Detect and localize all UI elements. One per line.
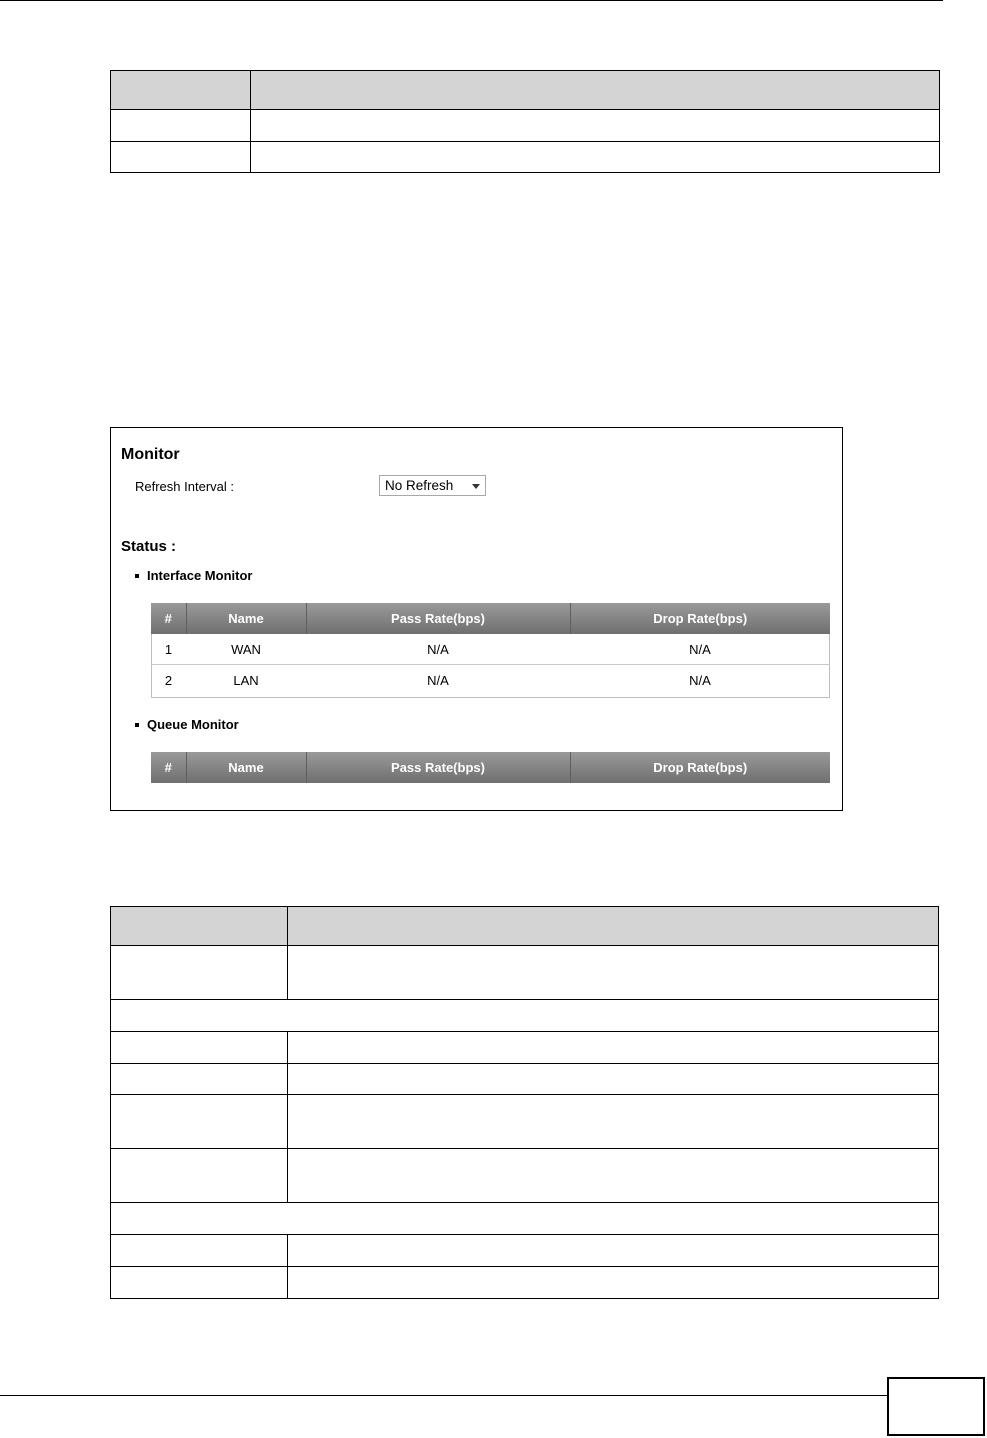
bottom-table-cell bbox=[288, 1032, 939, 1064]
bottom-table-cell bbox=[288, 946, 939, 1000]
top-table-header-cell bbox=[251, 71, 940, 110]
column-header-drop-rate[interactable]: Drop Rate(bps) bbox=[570, 752, 830, 783]
row-pass-rate: N/A bbox=[427, 641, 449, 657]
interface-monitor-table bbox=[151, 603, 830, 695]
top-document-table bbox=[110, 70, 940, 173]
column-header-pass-rate[interactable]: Pass Rate(bps) bbox=[306, 752, 570, 783]
row-number: 1 bbox=[164, 641, 173, 657]
interface-monitor-label: Interface Monitor bbox=[147, 568, 253, 583]
bottom-table-cell bbox=[288, 1235, 939, 1267]
monitor-screenshot-panel bbox=[110, 427, 843, 811]
bottom-table-cell bbox=[111, 1064, 288, 1095]
status-heading: Status : bbox=[121, 538, 177, 555]
queue-monitor-table bbox=[151, 752, 830, 783]
header-rule bbox=[0, 0, 943, 1]
queue-monitor-heading bbox=[135, 717, 239, 732]
table-row bbox=[151, 634, 830, 665]
row-name: WAN bbox=[231, 641, 261, 657]
interface-monitor-heading bbox=[135, 568, 252, 583]
refresh-interval-label: Refresh Interval : bbox=[135, 479, 234, 494]
bottom-table-cell bbox=[288, 1064, 939, 1095]
row-drop-rate: N/A bbox=[689, 641, 711, 657]
top-table-cell bbox=[111, 110, 251, 141]
bottom-table-cell bbox=[288, 1095, 939, 1149]
chevron-down-icon bbox=[472, 484, 480, 489]
page-number-box bbox=[887, 1377, 985, 1436]
row-name: LAN bbox=[186, 665, 306, 696]
bullet-icon bbox=[135, 574, 139, 578]
footer-rule bbox=[0, 1395, 888, 1396]
top-table-cell bbox=[251, 110, 940, 141]
row-pass-rate: N/A bbox=[306, 665, 570, 696]
row-number: 2 bbox=[151, 665, 186, 696]
column-header-name[interactable]: Name bbox=[186, 752, 306, 783]
column-header-name[interactable]: Name bbox=[186, 603, 306, 634]
bottom-table-section-row bbox=[111, 1203, 939, 1235]
refresh-interval-value: No Refresh bbox=[385, 478, 454, 493]
refresh-interval-select[interactable] bbox=[379, 475, 486, 496]
bottom-table-cell bbox=[111, 1032, 288, 1064]
queue-monitor-label: Queue Monitor bbox=[147, 717, 239, 732]
bottom-table-cell bbox=[111, 1095, 288, 1149]
column-header-number[interactable]: # bbox=[151, 603, 186, 634]
column-header-pass-rate[interactable]: Pass Rate(bps) bbox=[306, 603, 570, 634]
top-table-cell bbox=[251, 141, 940, 172]
bottom-table-cell bbox=[111, 1267, 288, 1299]
monitor-title: Monitor bbox=[121, 446, 180, 463]
column-header-drop-rate[interactable]: Drop Rate(bps) bbox=[570, 603, 830, 634]
column-header-number[interactable]: # bbox=[151, 752, 186, 783]
bullet-icon bbox=[135, 723, 139, 727]
row-drop-rate: N/A bbox=[570, 665, 830, 696]
top-table-header-cell bbox=[111, 71, 251, 110]
bottom-table-cell bbox=[288, 1267, 939, 1299]
bottom-table-cell bbox=[288, 1149, 939, 1203]
bottom-table-header-cell bbox=[288, 907, 939, 946]
bottom-table-cell bbox=[111, 1235, 288, 1267]
bottom-table-header-cell bbox=[111, 907, 288, 946]
bottom-document-table bbox=[110, 906, 939, 1299]
top-table-cell bbox=[111, 141, 251, 172]
bottom-table-cell bbox=[111, 946, 288, 1000]
table-row bbox=[151, 665, 830, 696]
bottom-table-cell bbox=[111, 1149, 288, 1203]
bottom-table-section-row bbox=[111, 1000, 939, 1032]
